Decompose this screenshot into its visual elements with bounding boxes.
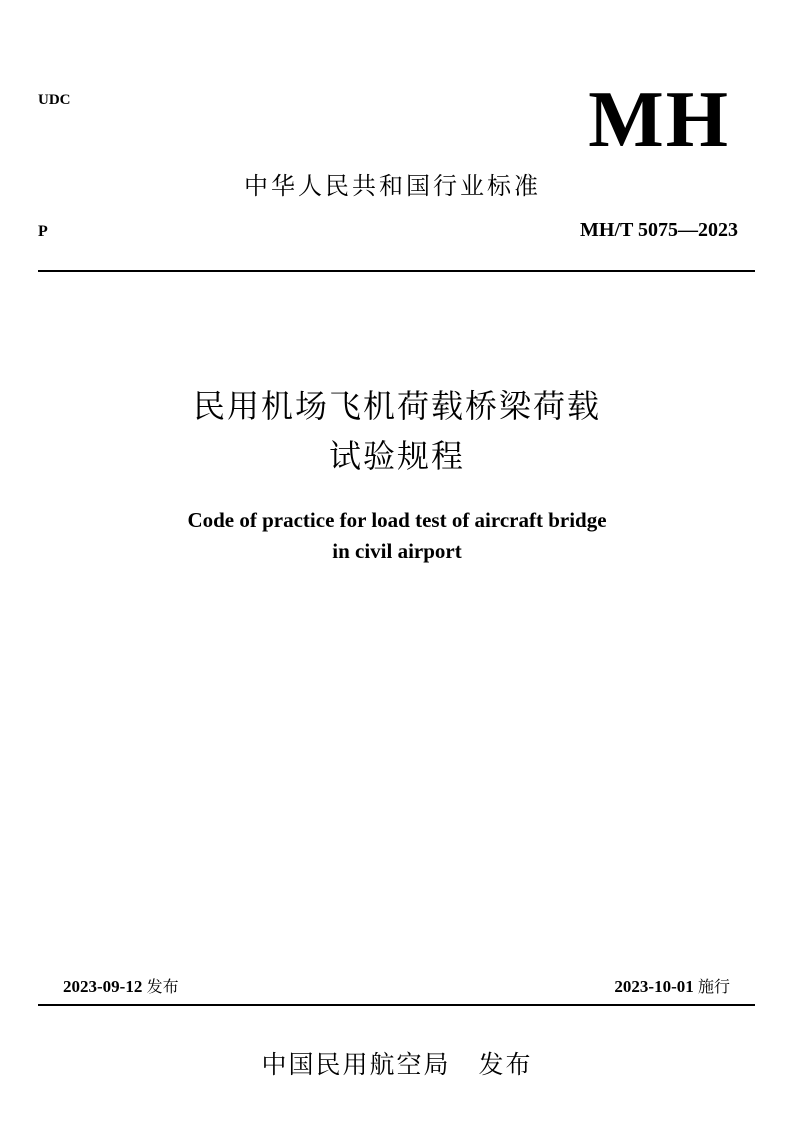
issuer-name: 中国民用航空局 (261, 1050, 451, 1079)
title-chinese-line-1: 民用机场飞机荷载桥梁荷载 (192, 387, 601, 425)
issuer-action: 发布 (478, 1050, 533, 1079)
top-divider (38, 270, 755, 272)
bottom-divider (38, 1004, 755, 1006)
implementation-date-label: 施行 (697, 977, 730, 996)
title-english-line-2: in civil airport (332, 539, 462, 563)
mh-logo: MH (588, 76, 730, 164)
standard-number: MH/T 5075—2023 (580, 219, 738, 241)
issue-date (63, 974, 179, 997)
issue-date-label: 发布 (146, 977, 179, 996)
issue-date-value: 2023-09-12 (63, 977, 143, 996)
implementation-date-value: 2023-10-01 (614, 977, 694, 996)
classification-code: P (38, 223, 48, 240)
udc-label: UDC (38, 92, 71, 108)
title-chinese-line-2: 试验规程 (328, 437, 465, 475)
issuer-line (0, 1045, 794, 1081)
standard-type-heading: 中华人民共和国行业标准 (244, 172, 541, 200)
title-english-line-1: Code of practice for load test of aircraft bridge (187, 508, 607, 532)
implementation-date (614, 974, 730, 997)
